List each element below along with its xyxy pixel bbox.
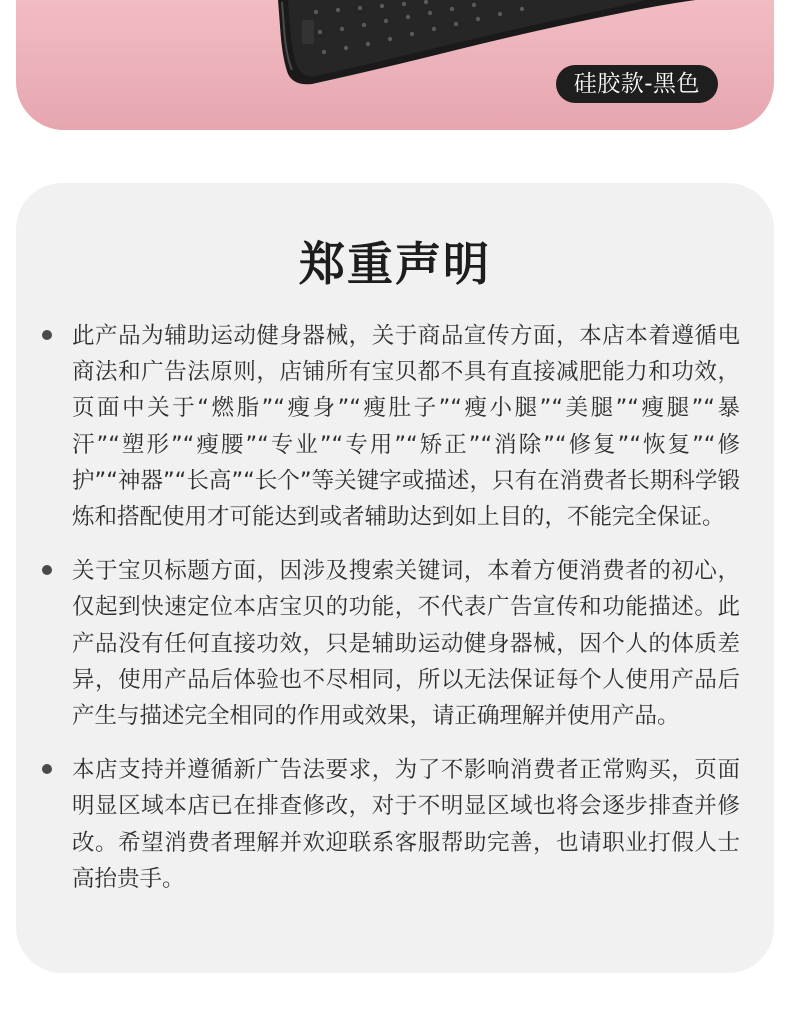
declaration-title: 郑重声明 [299, 237, 491, 291]
declaration-item [72, 553, 740, 734]
bullet-icon [42, 330, 52, 340]
declaration-item-text: 此产品为辅助运动健身器械，关于商品宣传方面，本店本着遵循电商法和广告法原则，店铺所有宝贝都不具有直接减肥能力和功效，页面中关于“燃脂”“瘦身”“瘦肚子”“瘦小腿”“美腿”“瘦腿”“暴汗”“塑形”“瘦腰”“专业”“专用”“矫正”“消除”“修复”“恢复”“修护”“神器”“长高”“长个”等关键字或描述，只有在消费者长期科学锻炼和搭配使用才可能达到或者辅助达到如上目的，不能完全保证。 [72, 323, 740, 531]
product-banner [16, 0, 774, 130]
declaration-item-text: 本店支持并遵循新广告法要求，为了不影响消费者正常购买，页面明显区域本店已在排查修改，对于不明显区域也将会逐步排查并修改。希望消费者理解并欢迎联系客服帮助完善，也请职业打假人士高抬贵手。 [72, 757, 740, 892]
declaration-item [72, 318, 740, 535]
declaration-item [72, 752, 740, 897]
declaration-item-text: 关于宝贝标题方面，因涉及搜索关键词，本着方便消费者的初心，仅起到快速定位本店宝贝的功能，不代表广告宣传和功能描述。此产品没有任何直接功效，只是辅助运动健身器械，因个人的体质差异，使用产品后体验也不尽相同，所以无法保证每个人使用产品后产生与描述完全相同的作用或效果，请正确理解并使用产品。 [72, 558, 740, 730]
declaration-list [72, 318, 740, 915]
variant-label-badge: 硅胶款-黑色 [556, 65, 718, 103]
